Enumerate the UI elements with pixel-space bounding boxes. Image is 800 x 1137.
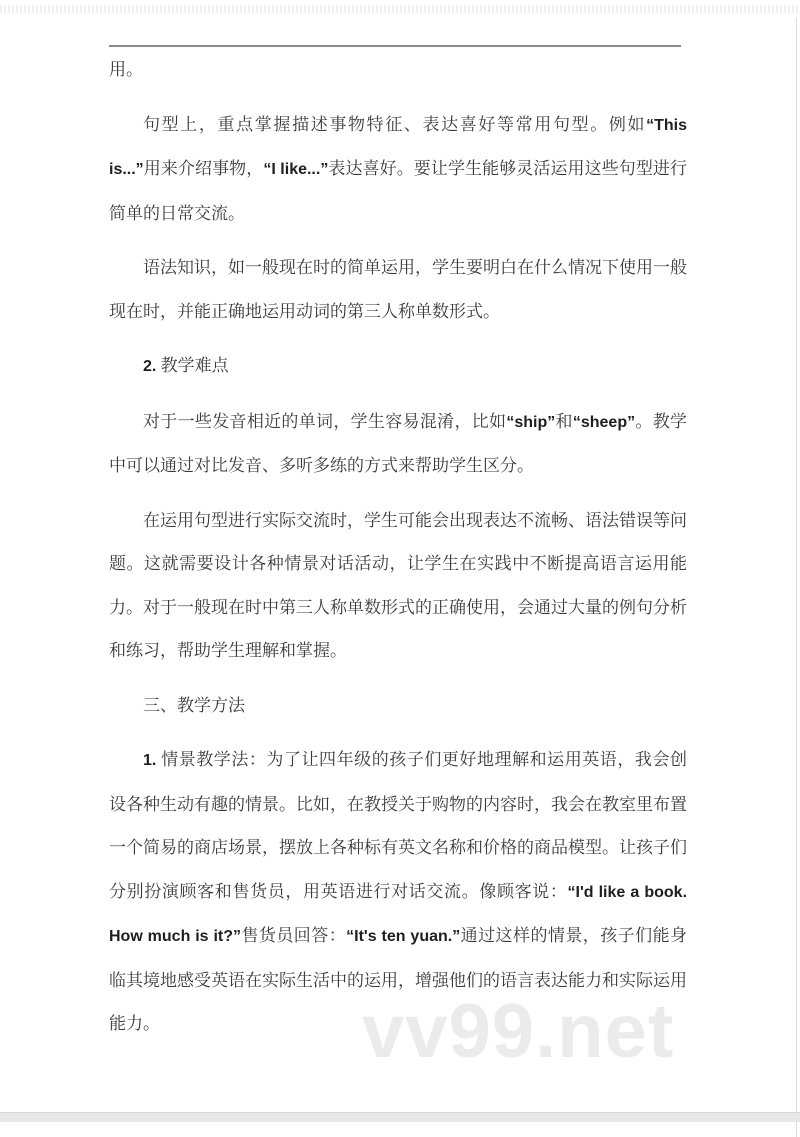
chinese-text-segment: 。教学中可以通过对比发音、多听多练的方式来帮助学生区分。 bbox=[109, 411, 688, 475]
paragraph bbox=[109, 684, 687, 728]
header-divider-rule bbox=[109, 45, 681, 47]
chinese-text-segment: 句型上，重点掌握描述事物特征、表达喜好等常用句型。例如 bbox=[143, 114, 647, 134]
paragraph bbox=[109, 48, 687, 92]
watermark-text: vv99.net bbox=[362, 989, 675, 1074]
paragraph bbox=[109, 344, 687, 389]
chinese-text-segment: 教学难点 bbox=[156, 356, 229, 375]
page-break-separator bbox=[0, 1112, 800, 1122]
chinese-text-segment: 和 bbox=[555, 411, 573, 431]
paragraph bbox=[109, 246, 687, 333]
english-text-segment: “ship” bbox=[506, 413, 556, 431]
chinese-text-segment: 在运用句型进行实际交流时，学生可能会出现表达不流畅、语法错误等问题。这就需要设计各种情景对话活动，让学生在实践中不断提高语言运用能力。对于一般现在时中第三人称单数形式的正确使用，会通过大量的例句分析和练习，帮助学生理解和掌握。 bbox=[109, 510, 687, 660]
paragraph bbox=[109, 499, 687, 673]
english-text-segment: 1. bbox=[143, 752, 157, 769]
english-text-segment: “This is...” bbox=[109, 116, 687, 178]
paragraph bbox=[109, 738, 687, 1046]
chinese-text-segment: 用来介绍事物， bbox=[143, 159, 264, 178]
english-text-segment: “sheep” bbox=[572, 413, 636, 431]
chinese-text-segment: 通过这样的情景，孩子们能身临其境地感受英语在实际生活中的运用，增强他们的语言表达能力和实际运用能力。 bbox=[109, 926, 688, 1033]
chinese-text-segment: 三、教学方法 bbox=[143, 695, 245, 715]
chinese-text-segment: 语法知识，如一般现在时的简单运用，学生要明白在什么情况下使用一般现在时，并能正确地运用动词的第三人称单数形式。 bbox=[109, 258, 687, 321]
paragraph bbox=[109, 400, 687, 488]
english-text-segment: “It's ten yuan.” bbox=[346, 928, 461, 945]
english-text-segment: “I'd like a book. How much is it?” bbox=[109, 883, 688, 945]
paragraph bbox=[109, 103, 687, 236]
chinese-text-segment: 用。 bbox=[109, 60, 143, 79]
chinese-text-segment: 对于一些发音相近的单词，学生容易混淆，比如 bbox=[143, 411, 507, 431]
chinese-text-segment: 情景教学法：为了让四年级的孩子们更好地理解和运用英语，我会创设各种生动有趣的情景。比如，在教授关于购物的内容时，我会在教室里布置一个简易的商店场景，摆放上各种标有英文名称和价格的商品模型。让孩子们分别扮演顾客和售货员，用英语进行对话交流。像顾客说： bbox=[109, 750, 687, 901]
english-text-segment: “I like...” bbox=[263, 161, 329, 178]
page-right-edge-line bbox=[796, 18, 797, 1137]
english-text-segment: 2. bbox=[143, 358, 157, 375]
chinese-text-segment: 表达喜好。要让学生能够灵活运用这些句型进行简单的日常交流。 bbox=[109, 159, 688, 223]
document-text bbox=[109, 48, 687, 1057]
page-top-texture bbox=[0, 5, 800, 13]
chinese-text-segment: 售货员回答： bbox=[241, 926, 347, 945]
